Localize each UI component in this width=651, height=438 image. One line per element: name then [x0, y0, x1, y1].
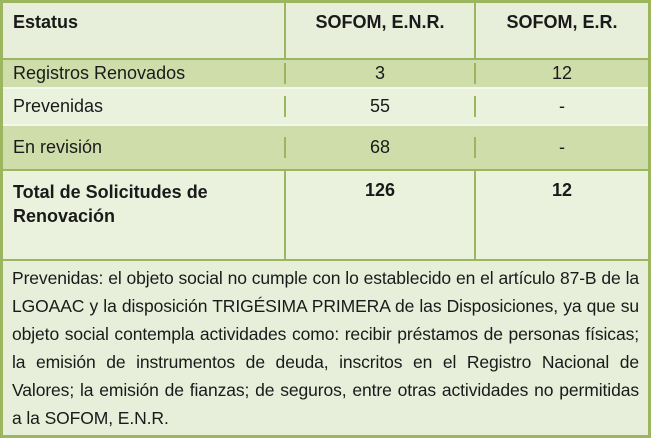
row-label: Registros Renovados	[3, 63, 286, 84]
header-cell-sofom-er: SOFOM, E.R.	[506, 12, 618, 32]
table-row-registros-renovados	[3, 60, 648, 89]
total-label	[3, 171, 286, 259]
header-cell-sofom-enr: SOFOM, E.N.R.	[286, 3, 476, 58]
header-cell-estatus: Estatus	[3, 3, 286, 58]
row-value-er: -	[559, 96, 565, 116]
row-value-enr: 55	[286, 96, 476, 117]
table-footnote: Prevenidas: el objeto social no cumple con lo establecido en el artículo 87-B de la LGOAAC y la disposición TRIGÉSIMA PRIMERA de las Disposiciones, ya que su objeto social contempla actividades como: recibir préstamos de personas físicas; la emisión de instrumentos de deuda, inscritos en el Registro Nacional de Valores; la emisión de fianzas; de seguros, entre otras actividades no permitidas a la SOFOM, E.N.R.	[3, 261, 648, 435]
total-value-er: 12	[551, 180, 573, 200]
row-label: Prevenidas	[3, 96, 286, 117]
total-label-text: Total de Solicitudes de Renovación	[13, 182, 208, 226]
table-row-en-revision	[3, 126, 648, 171]
row-value-enr: 3	[286, 63, 476, 84]
row-label: En revisión	[3, 137, 286, 158]
table-header-row	[3, 3, 648, 60]
row-value-enr: 68	[286, 137, 476, 158]
table-row-total	[3, 171, 648, 261]
row-value-er: -	[559, 137, 565, 157]
table-row-prevenidas	[3, 89, 648, 126]
row-value-er: 12	[551, 63, 573, 83]
total-value-enr: 126	[286, 171, 476, 259]
